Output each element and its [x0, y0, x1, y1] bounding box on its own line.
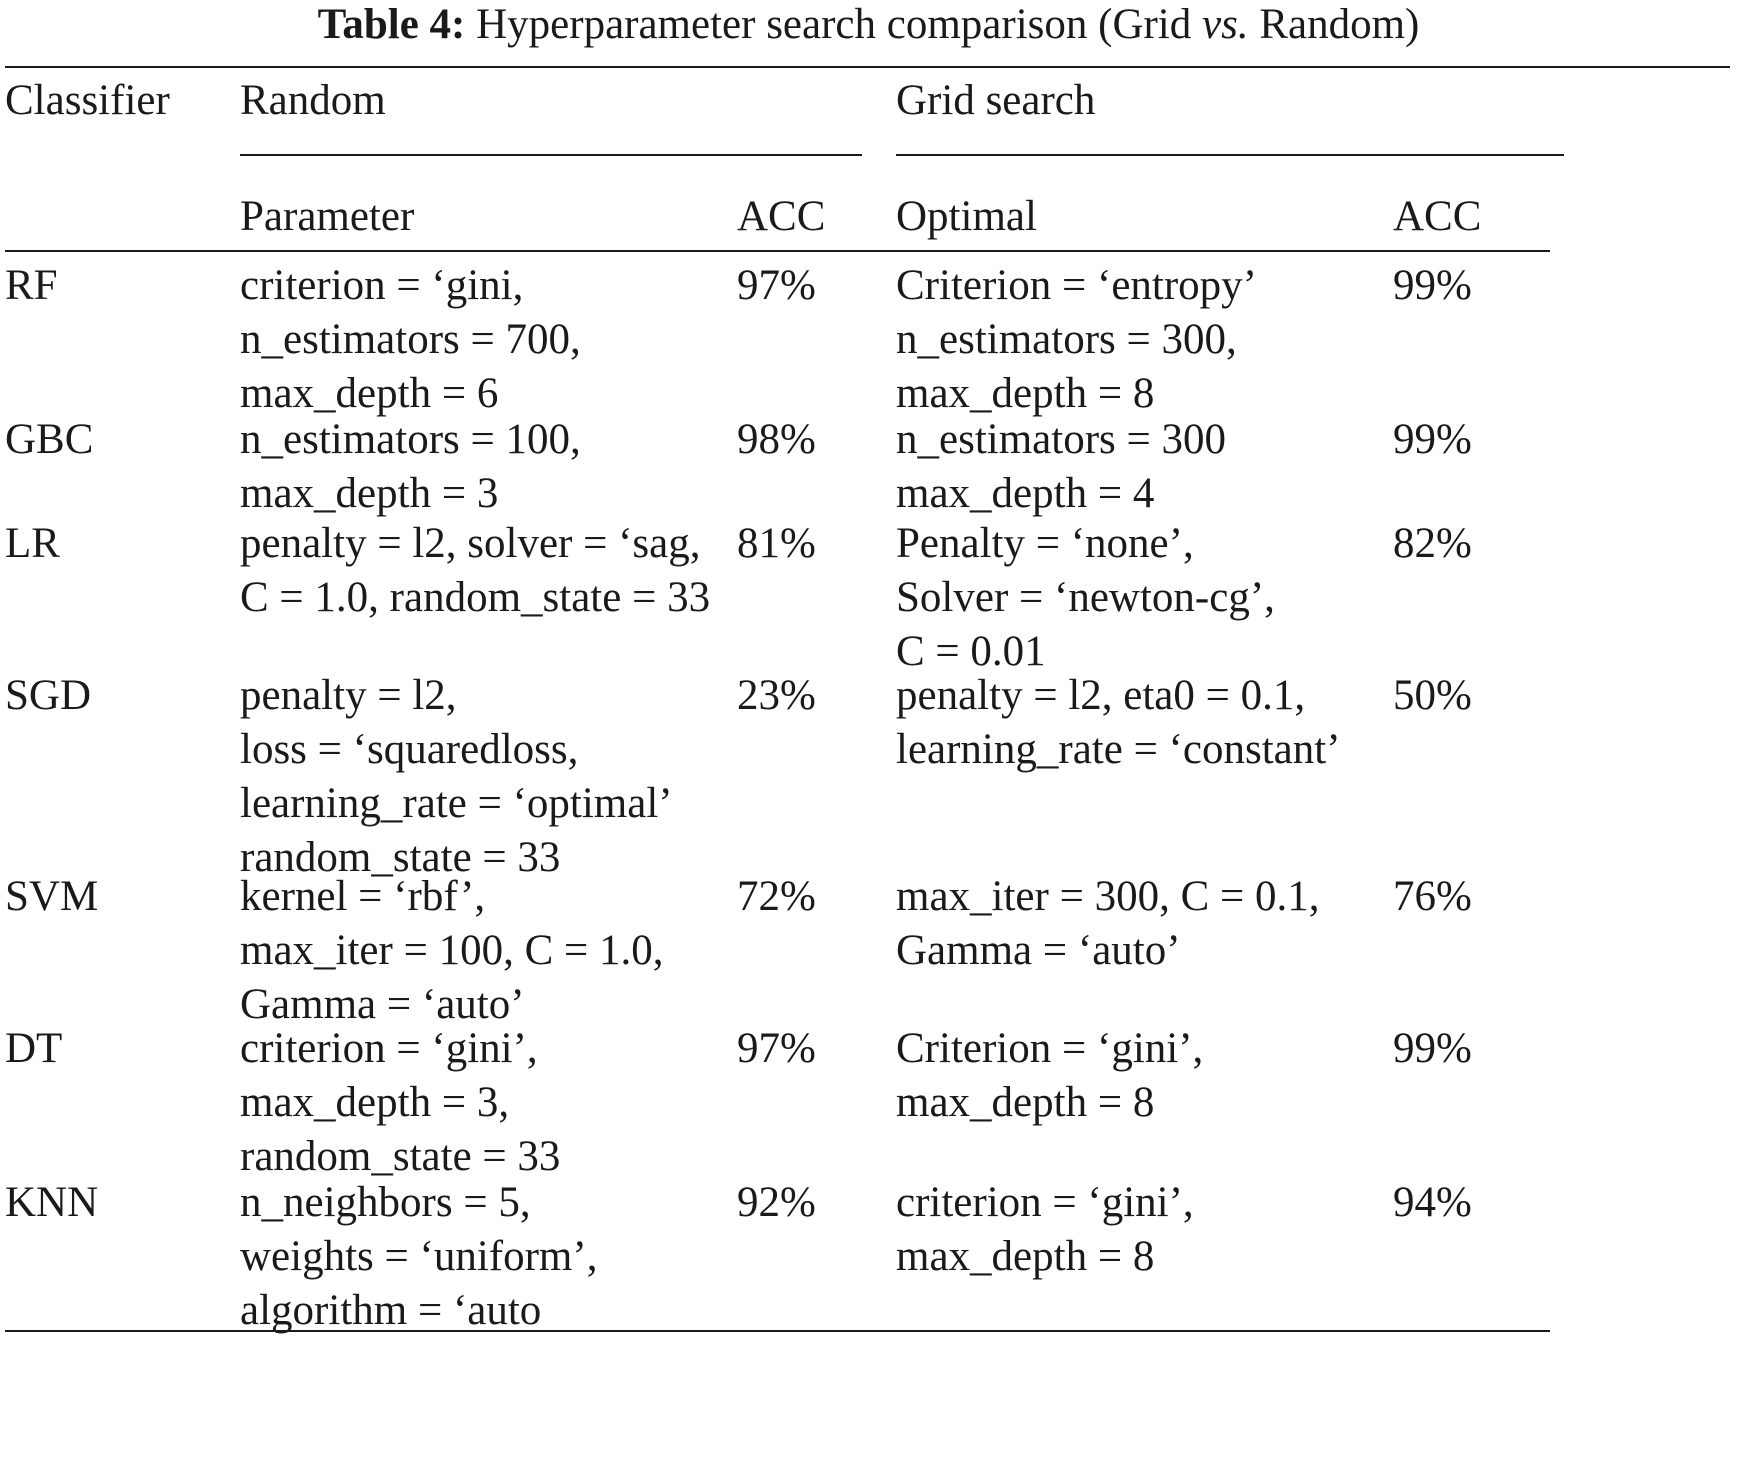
random-group-rule [240, 154, 862, 156]
grid-acc-cell: 82% [1393, 520, 1472, 567]
table-caption [0, 0, 1737, 50]
random-acc-cell: 98% [737, 416, 816, 463]
random-params-cell [240, 1176, 597, 1338]
param-line: penalty = l2, [240, 672, 457, 719]
classifier-cell: RF [5, 262, 58, 309]
header-grid-search: Grid search [896, 77, 1096, 124]
param-line: C = 0.01 [896, 628, 1046, 675]
param-line: max_iter = 100, C = 1.0, [240, 927, 664, 974]
random-acc-cell: 92% [737, 1179, 816, 1226]
grid-acc-cell: 94% [1393, 1179, 1472, 1226]
header-parameter: Parameter [240, 193, 415, 240]
random-params-cell [240, 517, 710, 625]
grid-acc-cell: 99% [1393, 416, 1472, 463]
random-acc-cell: 97% [737, 1025, 816, 1072]
top-rule [5, 66, 1730, 68]
random-acc-cell: 97% [737, 262, 816, 309]
param-line: n_neighbors = 5, [240, 1179, 531, 1226]
classifier-cell: SGD [5, 672, 92, 719]
bottom-rule [5, 1330, 1550, 1332]
grid-params-cell [896, 1176, 1194, 1284]
grid-params-cell [896, 1022, 1203, 1130]
random-acc-cell: 81% [737, 520, 816, 567]
header-classifier: Classifier [5, 77, 170, 124]
param-line: max_depth = 8 [896, 1233, 1155, 1280]
random-params-cell [240, 870, 664, 1032]
param-line: criterion = ‘gini, [240, 262, 524, 309]
grid-acc-cell: 76% [1393, 873, 1472, 920]
param-line: n_estimators = 300, [896, 316, 1237, 363]
param-line: Solver = ‘newton-cg’, [896, 574, 1275, 621]
param-line: n_estimators = 100, [240, 416, 581, 463]
param-line: max_depth = 3 [240, 470, 499, 517]
header-acc-random: ACC [737, 193, 826, 240]
grid-group-rule [896, 154, 1564, 156]
caption-label: Table 4: [317, 1, 466, 48]
header-optimal: Optimal [896, 193, 1037, 240]
grid-params-cell [896, 413, 1226, 521]
random-params-cell [240, 1022, 560, 1184]
grid-acc-cell: 99% [1393, 1025, 1472, 1072]
param-line: Gamma = ‘auto’ [896, 927, 1181, 974]
param-line: learning_rate = ‘constant’ [896, 726, 1341, 773]
grid-params-cell [896, 517, 1275, 679]
grid-acc-cell: 99% [1393, 262, 1472, 309]
grid-params-cell [896, 870, 1320, 978]
param-line: learning_rate = ‘optimal’ [240, 780, 673, 827]
param-line: criterion = ‘gini’, [896, 1179, 1194, 1226]
param-line: C = 1.0, random_state = 33 [240, 574, 711, 621]
param-line: max_depth = 8 [896, 370, 1155, 417]
param-line: Gamma = ‘auto’ [240, 981, 525, 1028]
param-line: max_depth = 4 [896, 470, 1155, 517]
param-line: criterion = ‘gini’, [240, 1025, 538, 1072]
param-line: Criterion = ‘gini’, [896, 1025, 1204, 1072]
random-acc-cell: 72% [737, 873, 816, 920]
param-line: Penalty = ‘none’, [896, 520, 1194, 567]
header-acc-grid: ACC [1393, 193, 1482, 240]
param-line: max_depth = 3, [240, 1079, 510, 1126]
param-line: max_iter = 300, C = 0.1, [896, 873, 1320, 920]
grid-acc-cell: 50% [1393, 672, 1472, 719]
random-params-cell [240, 413, 581, 521]
param-line: max_depth = 6 [240, 370, 499, 417]
caption-text-before: Hyperparameter search comparison (Grid [476, 1, 1203, 48]
param-line: kernel = ‘rbf’, [240, 873, 486, 920]
random-params-cell [240, 669, 673, 885]
random-acc-cell: 23% [737, 672, 816, 719]
random-params-cell [240, 259, 581, 421]
param-line: Criterion = ‘entropy’ [896, 262, 1257, 309]
param-line: weights = ‘uniform’, [240, 1233, 598, 1280]
classifier-cell: KNN [5, 1179, 99, 1226]
classifier-cell: DT [5, 1025, 63, 1072]
classifier-cell: GBC [5, 416, 94, 463]
grid-params-cell [896, 259, 1257, 421]
param-line: penalty = l2, solver = ‘sag, [240, 520, 701, 567]
param-line: random_state = 33 [240, 834, 561, 881]
param-line: max_depth = 8 [896, 1079, 1155, 1126]
classifier-cell: SVM [5, 873, 99, 920]
param-line: random_state = 33 [240, 1133, 561, 1180]
header-bottom-rule [5, 250, 1550, 252]
param-line: algorithm = ‘auto [240, 1287, 542, 1334]
param-line: n_estimators = 300 [896, 416, 1226, 463]
classifier-cell: LR [5, 520, 60, 567]
caption-vs: vs. [1202, 1, 1249, 48]
caption-text-after: Random) [1248, 1, 1420, 48]
grid-params-cell [896, 669, 1341, 777]
param-line: penalty = l2, eta0 = 0.1, [896, 672, 1306, 719]
header-random: Random [240, 77, 386, 124]
param-line: loss = ‘squaredloss, [240, 726, 579, 773]
param-line: n_estimators = 700, [240, 316, 581, 363]
